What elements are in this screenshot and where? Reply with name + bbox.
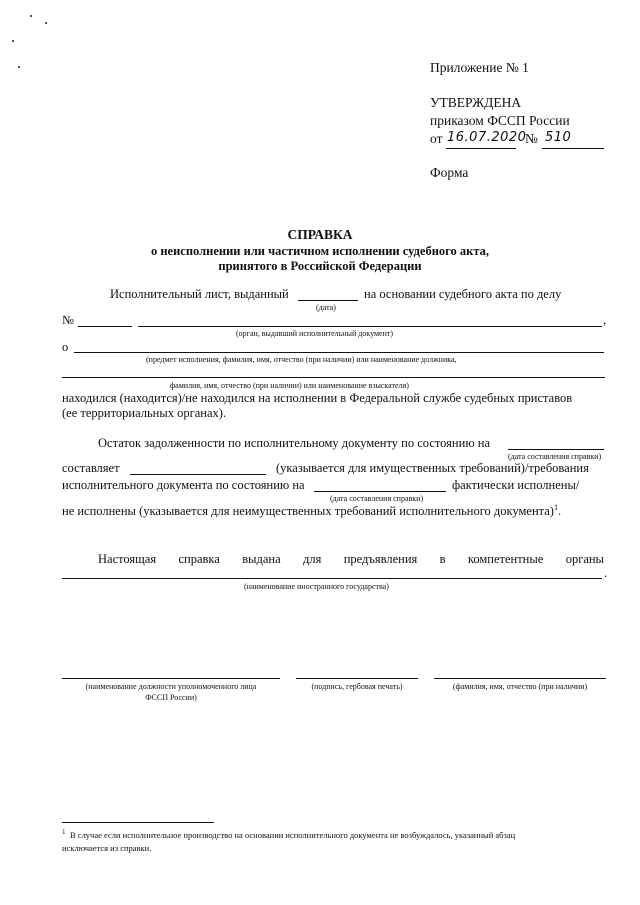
recoverer-caption: фамилия, имя, отчество (при наличии) или наименование взыскателя) — [170, 381, 409, 390]
position-caption-2: ФССП России) — [145, 693, 197, 702]
footnote-reference: 1 — [553, 503, 558, 512]
writ-date-field[interactable] — [298, 300, 358, 301]
issued-word: справка — [178, 552, 220, 566]
position-field[interactable] — [62, 678, 280, 679]
order-number: 510 — [545, 130, 572, 145]
case-number-sign: № — [62, 313, 74, 327]
foreign-state-caption: (наименование иностранного государства) — [244, 582, 389, 591]
title-line-3: принятого в Российской Федерации — [218, 259, 422, 273]
footnote-line-2: исключается из справки. — [62, 843, 152, 853]
issued-word: в — [439, 552, 446, 566]
subject-field[interactable] — [74, 352, 604, 353]
debt-text: Остаток задолженности по исполнительному документу по состоянию на — [98, 436, 491, 450]
position-caption: (наименование должности уполномоченного лица — [85, 682, 257, 691]
order-from-prefix: от — [430, 131, 443, 146]
issued-word: для — [303, 552, 322, 566]
issued-to-text — [98, 552, 604, 567]
execution-date-caption: (дата составления справки) — [330, 494, 424, 503]
foreign-state-field[interactable] — [62, 578, 602, 579]
issuing-organ-caption: (орган, выдавший исполнительный документ) — [236, 329, 394, 338]
court-act-label: на основании судебного акта по делу — [364, 287, 562, 301]
order-number-underline — [542, 148, 604, 149]
issued-word: Настоящая — [98, 552, 157, 566]
footnote-separator — [62, 822, 214, 823]
full-name-field[interactable] — [434, 678, 606, 679]
title-line-1: СПРАВКА — [287, 227, 353, 242]
issued-word: органы — [565, 552, 604, 566]
order-line: приказом ФССП России — [430, 113, 570, 128]
full-name-caption: (фамилия, имя, отчество (при наличии) — [452, 682, 588, 691]
case-comma: , — [603, 313, 607, 327]
form-label: Форма — [430, 165, 469, 180]
title-line-2: о неисполнении или частичном исполнении судебного акта, — [150, 244, 490, 258]
scan-dot — [30, 15, 32, 17]
execution-status: фактически исполнены/ — [452, 478, 580, 492]
date-caption: (дата) — [316, 303, 336, 312]
issued-word: выдана — [242, 552, 281, 566]
scan-dot — [18, 66, 20, 68]
execution-text: исполнительного документа по состоянию на — [62, 478, 305, 492]
order-date-underline — [446, 148, 516, 149]
not-executed-label: не исполнены (указывается для неимущественных требований исполнительного документа) — [62, 504, 554, 519]
recoverer-field[interactable] — [62, 377, 605, 378]
subject-prefix: о — [62, 340, 69, 354]
writ-label: Исполнительный лист, выданный — [110, 287, 289, 301]
amount-field[interactable] — [130, 474, 266, 475]
order-date: 16.07.2020 — [447, 130, 527, 145]
amount-label: составляет — [62, 461, 120, 475]
subject-caption: (предмет исполнения, фамилия, имя, отчество (при наличии) или наименование должника, — [146, 355, 457, 364]
debt-date-caption: (дата составления справки) — [508, 452, 602, 461]
footnote-mark: 1 — [62, 828, 66, 836]
debt-date-field[interactable] — [508, 449, 604, 450]
signature-field[interactable] — [296, 678, 418, 679]
appendix-label: Приложение № 1 — [430, 60, 529, 75]
issued-word: предъявления — [343, 552, 418, 566]
foreign-state-period: . — [604, 566, 608, 580]
footnote-line-1: В случае если исполнительное производство на основании исполнительного документа не возбуждалось, указанный абзац — [70, 830, 516, 840]
case-number-field[interactable] — [78, 326, 132, 327]
not-executed-text — [62, 503, 561, 519]
status-text-line-2: (ее территориальных органах). — [62, 406, 227, 420]
signature-caption: (подпись, гербовая печать) — [311, 682, 403, 691]
execution-date-field[interactable] — [314, 491, 446, 492]
scan-dot — [45, 22, 47, 24]
order-number-prefix: № — [525, 131, 538, 146]
issued-word: компетентные — [467, 552, 544, 566]
approved-label: УТВЕРЖДЕНА — [430, 95, 522, 110]
amount-note: (указывается для имущественных требований)/требования — [276, 461, 589, 475]
scan-dot — [12, 40, 14, 42]
not-executed-period: . — [557, 504, 562, 519]
issuing-organ-field[interactable] — [138, 326, 602, 327]
status-text-line-1: находился (находится)/не находился на исполнении в Федеральной службе судебных приставов — [62, 391, 573, 405]
